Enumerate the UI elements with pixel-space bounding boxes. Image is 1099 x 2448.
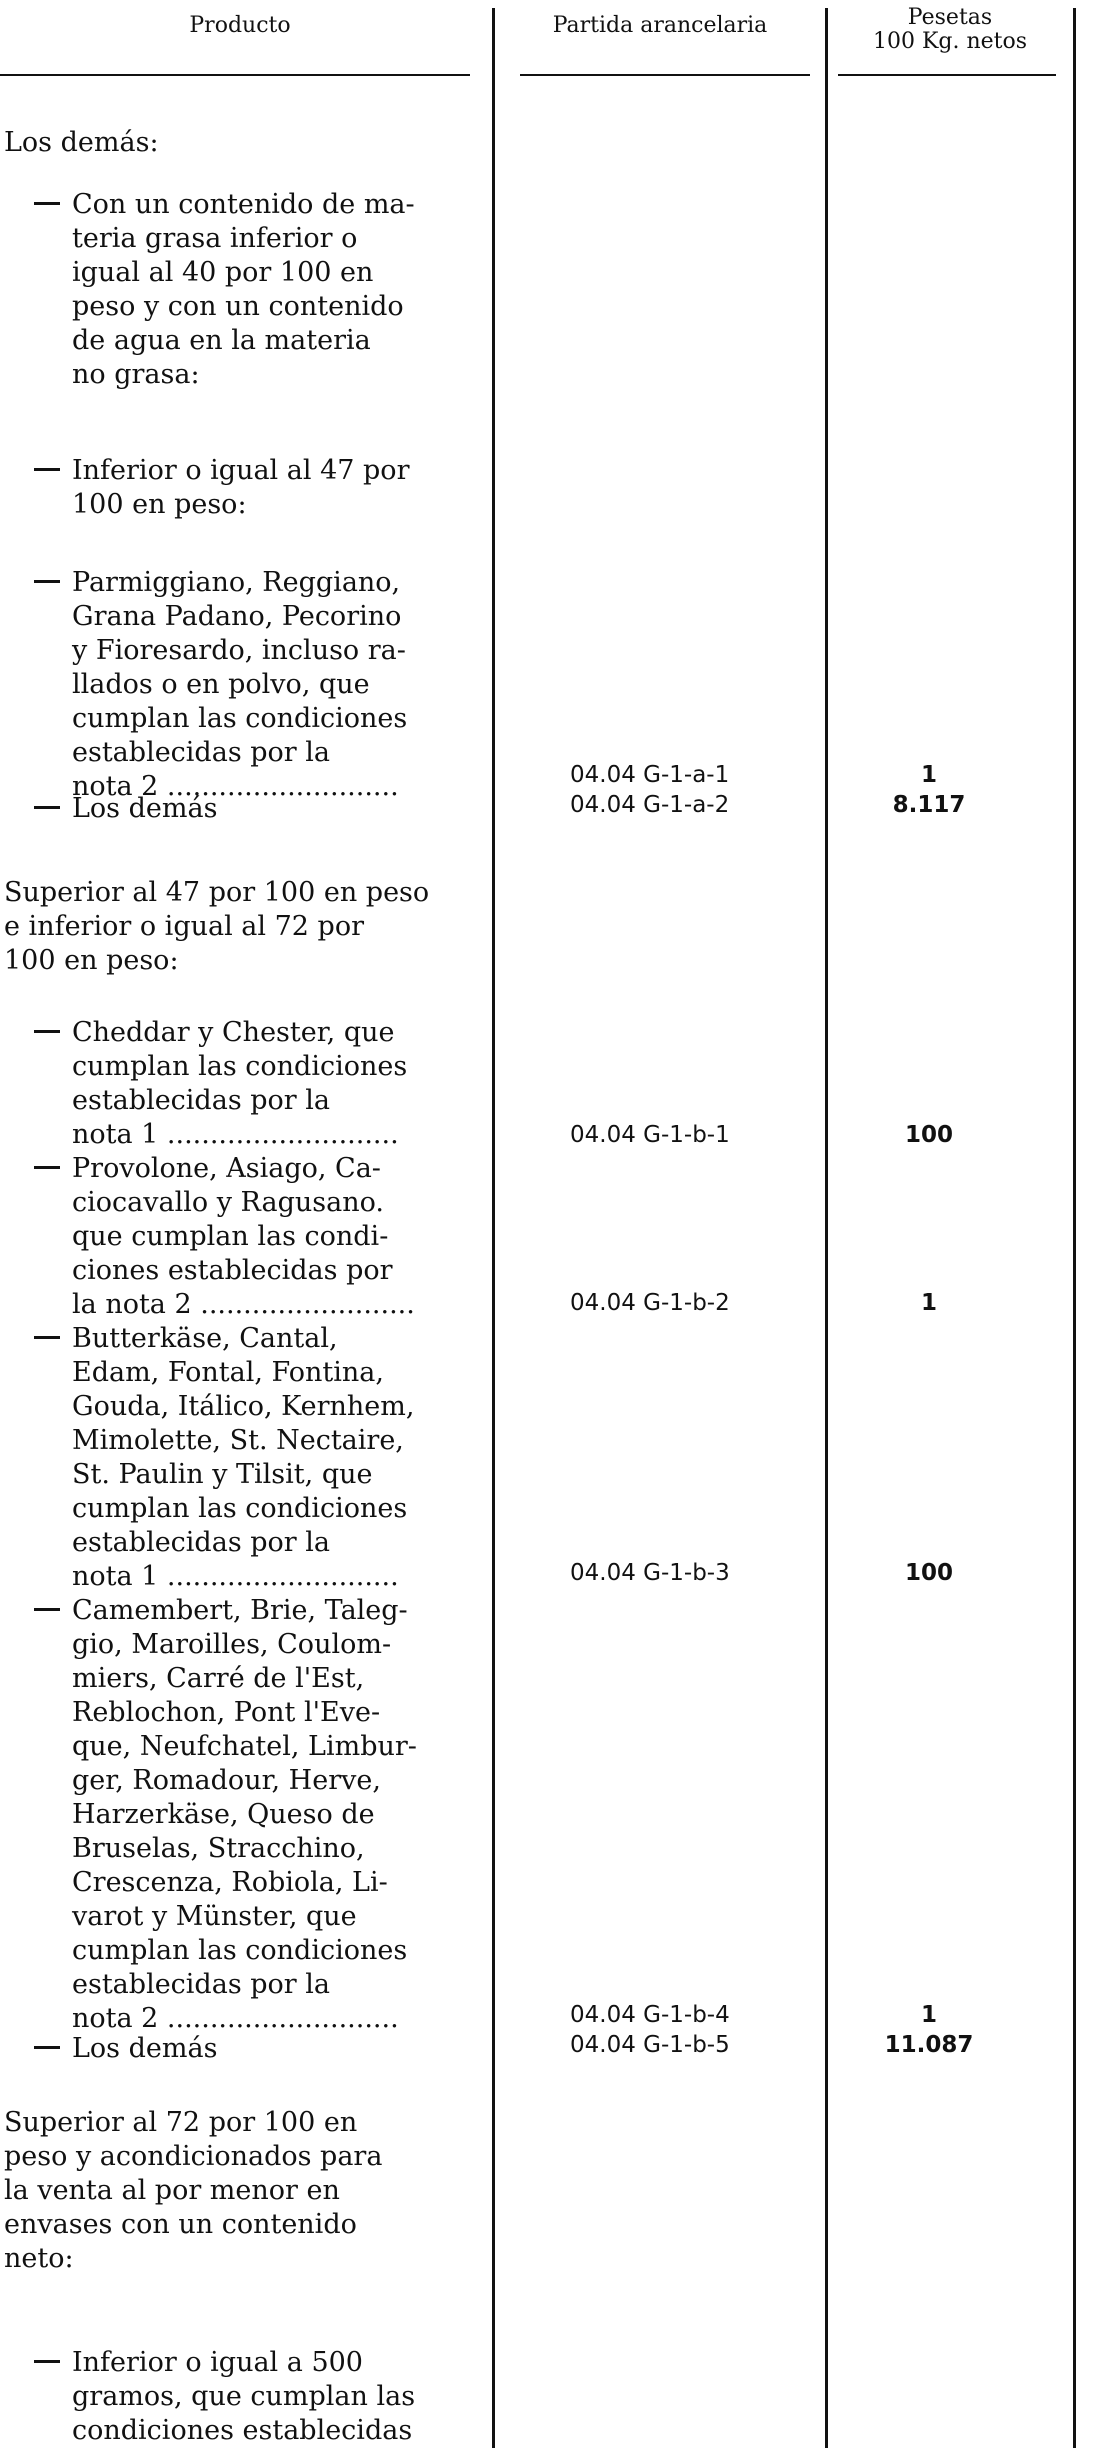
row-los-demas-b (34, 2032, 474, 2068)
row-value: 100 (904, 1560, 953, 1586)
row-code: 04.04 G-1-a-1 (570, 762, 730, 788)
row-inferior500 (34, 2346, 474, 2448)
section-grasa (34, 188, 474, 398)
row-code: 04.04 G-1-b-1 (570, 1122, 730, 1148)
row-text: Camembert, Brie, Taleg- gio, Maroilles, Coulom- miers, Carré de l'Est, Reblochon, Pont l'Eve- que, Neufchatel, Limbur- ger, Romadour, Herve, Harzerkäse, Queso de Bruselas, Stracchino, Crescenza, Robiola, Li- varot y Münster, que cumplan las condiciones establecidas por la nota 2 ........................... (72, 1595, 417, 2034)
row-text: Los demás (72, 793, 218, 824)
dash-bullet (34, 806, 60, 809)
dash-bullet (34, 1166, 60, 1169)
row-code: 04.04 G-1-a-2 (570, 792, 730, 818)
row-parmiggiano (34, 566, 474, 806)
dash-bullet (34, 580, 60, 583)
column-rule-2 (825, 8, 828, 2448)
row-value: 11.087 (884, 2032, 974, 2058)
row-code: 04.04 G-1-b-2 (570, 1290, 730, 1316)
dash-bullet (34, 1030, 60, 1033)
row-camembert (34, 1594, 474, 2036)
dash-bullet (34, 1336, 60, 1339)
section-inferior47-text: Inferior o igual al 47 por 100 en peso: (72, 455, 410, 520)
section-los-demas: Los demás: (4, 127, 159, 158)
header-rule-partida (520, 74, 810, 76)
row-value: 100 (904, 1122, 953, 1148)
row-code: 04.04 G-1-b-5 (570, 2032, 730, 2058)
header-rule-pesetas (838, 74, 1056, 76)
row-cheddar (34, 1016, 474, 1156)
dash-bullet (34, 468, 60, 471)
header-pesetas-line2: 100 Kg. netos (872, 29, 1028, 54)
dash-bullet (34, 1608, 60, 1611)
row-text: Parmiggiano, Reggiano, Grana Padano, Pecorino y Fioresardo, incluso ra- llados o en polvo, que cumplan las condiciones establecidas por la nota 2 ........................... (72, 567, 408, 802)
row-value: 1 (920, 762, 937, 788)
dash-bullet (34, 2046, 60, 2049)
section-superior72: Superior al 72 por 100 en peso y acondicionados para la venta al por menor en envases con un contenido neto: (4, 2107, 383, 2274)
dash-bullet (34, 202, 60, 205)
column-rule-1 (492, 8, 495, 2448)
row-text: Inferior o igual a 500 gramos, que cumplan las condiciones establecidas (72, 2347, 416, 2446)
row-code: 04.04 G-1-b-4 (570, 2002, 730, 2028)
dash-bullet (34, 2360, 60, 2363)
header-rule-producto (0, 74, 470, 76)
header-pesetas-line1: Pesetas (907, 5, 993, 30)
section-superior47: Superior al 47 por 100 en peso e inferior o igual al 72 por 100 en peso: (4, 877, 430, 976)
row-text: Butterkäse, Cantal, Edam, Fontal, Fontina, Gouda, Itálico, Kernhem, Mimolette, St. Nectaire, St. Paulin y Tilsit, que cumplan las condiciones establecidas por la nota 1 ........................... (72, 1323, 415, 1592)
section-inferior47 (34, 454, 474, 524)
row-text: Cheddar y Chester, que cumplan las condiciones establecidas por la nota 1 ........................... (72, 1017, 408, 1150)
row-text: Los demás (72, 2033, 218, 2064)
row-provolone (34, 1152, 474, 1322)
header-producto: Producto (189, 13, 291, 38)
column-rule-3 (1073, 8, 1076, 2448)
row-text: Provolone, Asiago, Ca- ciocavallo y Ragusano. que cumplan las condi- ciones establecidas por la nota 2 ......................... (72, 1153, 415, 1320)
row-value: 8.117 (892, 792, 966, 818)
row-value: 1 (920, 1290, 937, 1316)
row-los-demas-a (34, 792, 474, 828)
header-partida: Partida arancelaria (552, 13, 768, 38)
header-pesetas (830, 6, 1070, 54)
row-code: 04.04 G-1-b-3 (570, 1560, 730, 1586)
section-grasa-text: Con un contenido de ma- teria grasa inferior o igual al 40 por 100 en peso y con un contenido de agua en la materia no grasa: (72, 189, 415, 390)
row-value: 1 (920, 2002, 937, 2028)
row-butterkase (34, 1322, 474, 1594)
